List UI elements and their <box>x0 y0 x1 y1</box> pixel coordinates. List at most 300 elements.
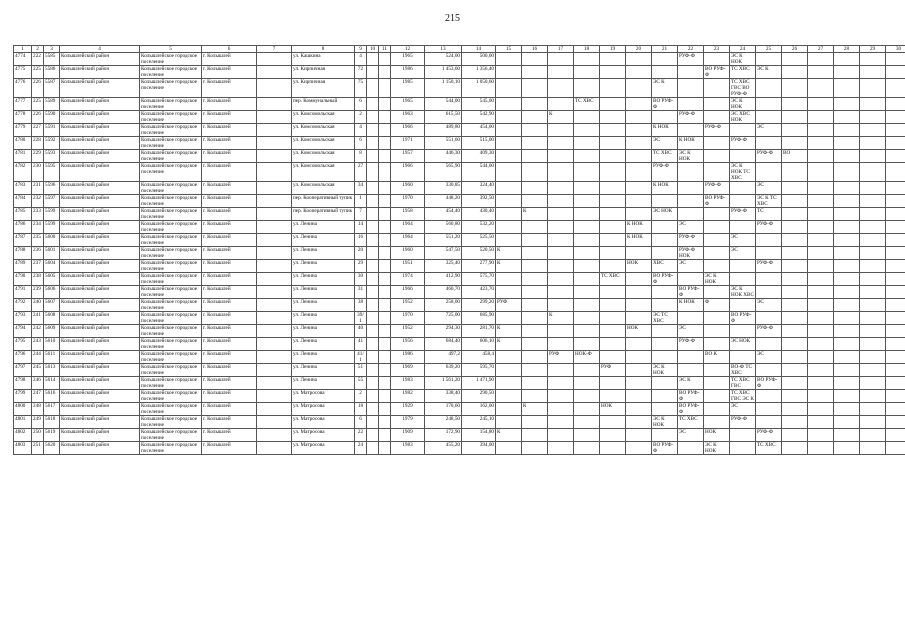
table-cell: ВО РУФ-Ф <box>678 390 704 403</box>
table-cell: 34 <box>355 182 367 195</box>
table-cell <box>496 111 522 124</box>
table-cell: 1969 <box>391 364 425 377</box>
table-cell <box>379 124 391 137</box>
table-cell: 1985 <box>391 79 425 98</box>
table-cell: Колышлейское городское поселение <box>140 247 202 260</box>
table-cell: ул. Ленина <box>292 338 355 351</box>
table-cell: 4777 <box>14 98 32 111</box>
table-cell <box>574 338 600 351</box>
table-cell: ТС ХВС <box>574 98 600 111</box>
table-cell <box>548 273 574 286</box>
table-cell: 1964 <box>391 234 425 247</box>
table-cell: 565,90 <box>425 163 462 182</box>
table-cell: 325,40 <box>425 260 462 273</box>
table-cell <box>496 416 522 429</box>
table-cell: К <box>496 247 522 260</box>
table-cell <box>782 260 808 273</box>
table-cell: 639,20 <box>425 364 462 377</box>
table-cell: 154,80 <box>462 429 496 442</box>
column-header: 15 <box>496 46 522 53</box>
table-cell: 30 <box>355 273 367 286</box>
table-cell: 4775 <box>14 66 32 79</box>
table-cell <box>782 390 808 403</box>
table-cell <box>257 312 292 325</box>
table-cell <box>704 234 730 247</box>
table-cell <box>730 299 756 312</box>
table-cell <box>548 163 574 182</box>
table-cell <box>626 364 652 377</box>
table-cell: Колышлейский район <box>60 124 140 137</box>
table-cell: Колышлейский район <box>60 79 140 98</box>
table-cell: г. Колышлей <box>202 364 257 377</box>
table-cell <box>367 286 379 299</box>
table-cell <box>548 338 574 351</box>
table-cell <box>886 163 905 182</box>
table-cell: 5595 <box>44 163 60 182</box>
table-cell: 290,50 <box>462 390 496 403</box>
table-cell: 489,80 <box>425 124 462 137</box>
table-cell <box>548 442 574 455</box>
table-cell <box>522 247 548 260</box>
table-cell: Колышлейский район <box>60 273 140 286</box>
table-cell: ЭС К НОК ХВС <box>731 286 754 298</box>
table-cell: 1979 <box>391 416 425 429</box>
table-cell <box>574 442 600 455</box>
page-number: 215 <box>445 13 460 24</box>
table-cell <box>678 98 704 111</box>
table-cell: 18 <box>355 403 367 416</box>
table-cell <box>574 195 600 208</box>
table-cell: НОК <box>626 325 652 338</box>
table-cell <box>548 403 574 416</box>
table-cell <box>548 390 574 403</box>
table-cell <box>886 377 905 390</box>
table-cell: 227 <box>32 124 44 137</box>
table-cell: пер. Кооперативный тупик <box>292 195 355 208</box>
table-cell: Колышлейский район <box>60 377 140 390</box>
table-cell <box>782 299 808 312</box>
table-cell: ЭС К НОК <box>652 364 678 377</box>
table-cell: Колышлейское городское поселение <box>140 208 202 221</box>
table-row <box>14 163 905 182</box>
table-cell <box>626 312 652 325</box>
table-cell <box>548 416 574 429</box>
table-cell: Колышлейский район <box>60 247 140 260</box>
table-cell <box>257 416 292 429</box>
table-cell <box>522 364 548 377</box>
table-cell <box>257 390 292 403</box>
table-cell: ВО РУФ-Ф <box>678 403 704 416</box>
table-cell <box>626 111 652 124</box>
table-cell: ЭС <box>756 182 782 195</box>
table-cell: ул. Комсомольская <box>292 124 355 137</box>
table-cell <box>808 247 834 260</box>
table-cell: 229 <box>32 150 44 163</box>
table-cell <box>652 66 678 79</box>
table-cell <box>704 390 730 403</box>
table-cell <box>496 286 522 299</box>
column-header: 11 <box>379 46 391 53</box>
column-header: 28 <box>834 46 860 53</box>
table-cell: 448,20 <box>425 195 462 208</box>
table-cell <box>626 163 652 182</box>
table-cell <box>886 234 905 247</box>
table-cell: 4780 <box>14 137 32 150</box>
table-cell: К <box>522 208 548 221</box>
table-cell: 41 <box>355 338 367 351</box>
table-cell: 5587 <box>44 79 60 98</box>
table-cell: 1952 <box>391 325 425 338</box>
table-cell: 5589 <box>44 98 60 111</box>
table-cell: 5608 <box>44 312 60 325</box>
table-cell <box>860 260 886 273</box>
table-cell <box>808 195 834 208</box>
table-cell: 6 <box>355 98 367 111</box>
table-cell <box>379 66 391 79</box>
table-cell <box>600 150 626 163</box>
table-cell <box>548 66 574 79</box>
table-cell <box>886 111 905 124</box>
table-cell <box>379 299 391 312</box>
header-row <box>14 46 905 53</box>
table-cell <box>367 403 379 416</box>
table-cell: 1970 <box>391 312 425 325</box>
table-cell <box>808 416 834 429</box>
table-row <box>14 221 905 234</box>
table-cell <box>600 124 626 137</box>
table-cell <box>730 124 756 137</box>
table-cell <box>886 442 905 455</box>
table-cell: 245,10 <box>462 416 496 429</box>
table-cell <box>379 150 391 163</box>
table-cell <box>756 163 782 182</box>
table-cell <box>678 124 704 137</box>
table-cell <box>522 390 548 403</box>
table-cell <box>652 221 678 234</box>
table-row <box>14 53 905 66</box>
table-cell <box>704 53 730 66</box>
column-header: 16 <box>522 46 548 53</box>
table-cell: 248,50 <box>425 416 462 429</box>
table-cell: Колышлейский район <box>60 66 140 79</box>
table-cell: 5601 <box>44 247 60 260</box>
table-cell: Колышлейский район <box>60 111 140 124</box>
table-cell <box>626 390 652 403</box>
table-cell: г. Колышлей <box>202 416 257 429</box>
table-cell: 281,70 <box>462 325 496 338</box>
table-cell <box>379 351 391 364</box>
table-cell: Колышлейский район <box>60 150 140 163</box>
table-cell: 41/1 <box>355 351 367 364</box>
table-row <box>14 338 905 351</box>
table-cell <box>860 416 886 429</box>
table-cell <box>886 325 905 338</box>
table-cell: г. Колышлей <box>202 286 257 299</box>
table-cell <box>522 124 548 137</box>
table-cell <box>808 442 834 455</box>
table-cell: 246 <box>32 377 44 390</box>
table-cell: 455,20 <box>425 442 462 455</box>
table-cell <box>522 163 548 182</box>
table-cell: 1965 <box>391 53 425 66</box>
table-cell <box>886 137 905 150</box>
table-cell: 5617 <box>44 403 60 416</box>
table-cell <box>860 247 886 260</box>
table-cell: 5618 <box>44 416 60 429</box>
table-row <box>14 286 905 299</box>
table-cell <box>626 208 652 221</box>
table-cell: 4792 <box>14 299 32 312</box>
table-cell: 258,00 <box>425 299 462 312</box>
table-cell <box>257 195 292 208</box>
table-cell: РУФ-Ф <box>704 124 730 137</box>
table-cell: 615,50 <box>425 111 462 124</box>
table-cell: К <box>548 312 574 325</box>
table-row <box>14 79 905 98</box>
table-cell <box>379 208 391 221</box>
table-cell: 4803 <box>14 442 32 455</box>
table-cell: Колышлейское городское поселение <box>140 221 202 234</box>
table-cell <box>548 79 574 98</box>
table-cell: 5616 <box>44 390 60 403</box>
table-cell: ТС ХВС ГВС <box>730 377 756 390</box>
table-cell <box>574 182 600 195</box>
table-cell <box>782 182 808 195</box>
table-cell: 1964 <box>391 221 425 234</box>
table-cell: ТС ХВС ГВС ЭС К <box>731 390 754 402</box>
table-cell <box>782 247 808 260</box>
table-cell <box>496 312 522 325</box>
table-cell: пер. Коммунальный <box>292 98 355 111</box>
table-cell: 5596 <box>44 182 60 195</box>
table-cell <box>379 234 391 247</box>
table-cell <box>367 66 379 79</box>
table-cell: ТС ХВС <box>756 442 782 455</box>
table-cell <box>600 98 626 111</box>
table-cell <box>808 286 834 299</box>
table-row <box>14 403 905 416</box>
table-cell: 233 <box>32 208 44 221</box>
table-cell <box>834 79 860 98</box>
table-cell <box>678 351 704 364</box>
table-cell <box>834 150 860 163</box>
table-cell <box>652 234 678 247</box>
table-cell <box>574 260 600 273</box>
table-cell <box>367 53 379 66</box>
table-cell <box>600 208 626 221</box>
table-cell: ул. Матросова <box>292 442 355 455</box>
table-cell: Ф <box>704 299 730 312</box>
table-cell <box>704 364 730 377</box>
table-cell: Колышлейское городское поселение <box>140 299 202 312</box>
table-cell <box>379 182 391 195</box>
table-cell <box>886 312 905 325</box>
table-cell: Колышлейский район <box>60 260 140 273</box>
table-cell <box>626 195 652 208</box>
table-cell <box>574 124 600 137</box>
table-cell <box>574 53 600 66</box>
table-cell: 392,50 <box>462 195 496 208</box>
table-cell <box>522 273 548 286</box>
table-cell: 532,20 <box>462 221 496 234</box>
column-header: 29 <box>860 46 886 53</box>
table-cell <box>257 273 292 286</box>
table-cell: Колышлейское городское поселение <box>140 429 202 442</box>
table-cell <box>782 312 808 325</box>
table-cell: РУФ-Ф <box>678 338 704 351</box>
table-cell: 1982 <box>391 390 425 403</box>
table-cell <box>379 260 391 273</box>
table-cell <box>522 53 548 66</box>
table-cell <box>886 208 905 221</box>
table-cell: 38 <box>355 299 367 312</box>
table-cell <box>522 195 548 208</box>
table-cell <box>860 66 886 79</box>
table-cell: 1986 <box>391 351 425 364</box>
table-cell: Колышлейское городское поселение <box>140 150 202 163</box>
table-cell <box>652 111 678 124</box>
table-cell: ул. Ленина <box>292 234 355 247</box>
table-cell <box>379 53 391 66</box>
table-cell <box>496 403 522 416</box>
table-cell <box>834 234 860 247</box>
table-cell <box>808 137 834 150</box>
table-cell <box>860 299 886 312</box>
column-header: 5 <box>140 46 202 53</box>
table-cell <box>496 221 522 234</box>
table-row <box>14 390 905 403</box>
table-row <box>14 364 905 377</box>
table-cell <box>860 325 886 338</box>
table-cell <box>886 79 905 98</box>
table-cell: г. Колышлей <box>202 124 257 137</box>
table-cell <box>860 221 886 234</box>
table-cell <box>756 416 782 429</box>
table-cell <box>704 377 730 390</box>
table-cell: 225 <box>32 66 44 79</box>
column-header: 24 <box>730 46 756 53</box>
table-cell: Колышлейский район <box>60 338 140 351</box>
table-cell: 4776 <box>14 79 32 98</box>
table-cell <box>704 403 730 416</box>
table-cell <box>652 195 678 208</box>
table-cell: 5606 <box>44 286 60 299</box>
table-cell: 520,50 <box>462 247 496 260</box>
column-header: 19 <box>600 46 626 53</box>
table-cell <box>257 403 292 416</box>
table-cell <box>574 234 600 247</box>
table-cell <box>574 273 600 286</box>
table-cell <box>886 98 905 111</box>
table-cell: 4794 <box>14 325 32 338</box>
table-cell: г. Колышлей <box>202 53 257 66</box>
table-cell: ЭС <box>730 234 756 247</box>
table-cell: РУФ-Ф <box>678 234 704 247</box>
table-cell: 162,00 <box>462 403 496 416</box>
table-cell <box>860 377 886 390</box>
table-cell <box>522 221 548 234</box>
table-cell <box>704 286 730 299</box>
table-cell <box>548 377 574 390</box>
table-cell: 1986 <box>391 66 425 79</box>
table-cell: г. Колышлей <box>202 195 257 208</box>
table-cell: К НОК <box>652 182 678 195</box>
table-cell: К НОК <box>678 299 704 312</box>
table-cell <box>756 247 782 260</box>
table-cell <box>886 299 905 312</box>
table-cell <box>626 98 652 111</box>
table-cell: 4784 <box>14 195 32 208</box>
table-cell <box>834 338 860 351</box>
table-row <box>14 273 905 286</box>
table-cell <box>886 403 905 416</box>
table-cell: 237 <box>32 260 44 273</box>
table-cell <box>808 66 834 79</box>
table-cell: ул. Ленина <box>292 312 355 325</box>
table-cell: 250 <box>32 429 44 442</box>
table-cell <box>367 299 379 312</box>
table-cell <box>626 429 652 442</box>
table-cell: 1929 <box>391 403 425 416</box>
table-cell: 412,90 <box>425 273 462 286</box>
table-cell: 5599 <box>44 221 60 234</box>
table-cell: ЭС <box>756 351 782 364</box>
table-cell: Колышлейский район <box>60 286 140 299</box>
table-cell <box>808 221 834 234</box>
table-cell <box>496 273 522 286</box>
table-cell: ЭС <box>756 299 782 312</box>
table-cell <box>756 312 782 325</box>
table-cell <box>522 429 548 442</box>
table-row <box>14 137 905 150</box>
table-cell <box>367 273 379 286</box>
column-header: 2 <box>32 46 44 53</box>
table-cell <box>652 299 678 312</box>
table-cell: 39/1 <box>355 312 367 325</box>
table-cell <box>379 273 391 286</box>
table-cell: Колышлейский район <box>60 98 140 111</box>
table-cell: 5597 <box>44 195 60 208</box>
table-cell <box>860 442 886 455</box>
column-header: 7 <box>257 46 292 53</box>
table-cell: Колышлейский район <box>60 53 140 66</box>
table-cell: ЭС НОК <box>652 208 678 221</box>
table-cell: 7 <box>355 208 367 221</box>
table-cell <box>678 208 704 221</box>
table-cell: 16 <box>355 234 367 247</box>
table-cell <box>626 53 652 66</box>
table-cell <box>730 260 756 273</box>
table-cell <box>257 377 292 390</box>
table-cell: г. Колышлей <box>202 299 257 312</box>
table-cell <box>600 416 626 429</box>
table-cell: 243 <box>32 338 44 351</box>
table-row <box>14 377 905 390</box>
table-cell: ЭС К <box>678 377 704 390</box>
table-cell <box>860 351 886 364</box>
table-cell: 24 <box>355 442 367 455</box>
table-cell <box>548 286 574 299</box>
table-cell <box>574 247 600 260</box>
table-cell <box>730 195 756 208</box>
table-cell <box>496 364 522 377</box>
table-cell: 595,70 <box>462 364 496 377</box>
table-row <box>14 182 905 195</box>
table-cell <box>522 377 548 390</box>
table-cell <box>600 79 626 98</box>
table-cell: ул. Комсомольская <box>292 182 355 195</box>
table-cell: Колышлейский район <box>60 312 140 325</box>
